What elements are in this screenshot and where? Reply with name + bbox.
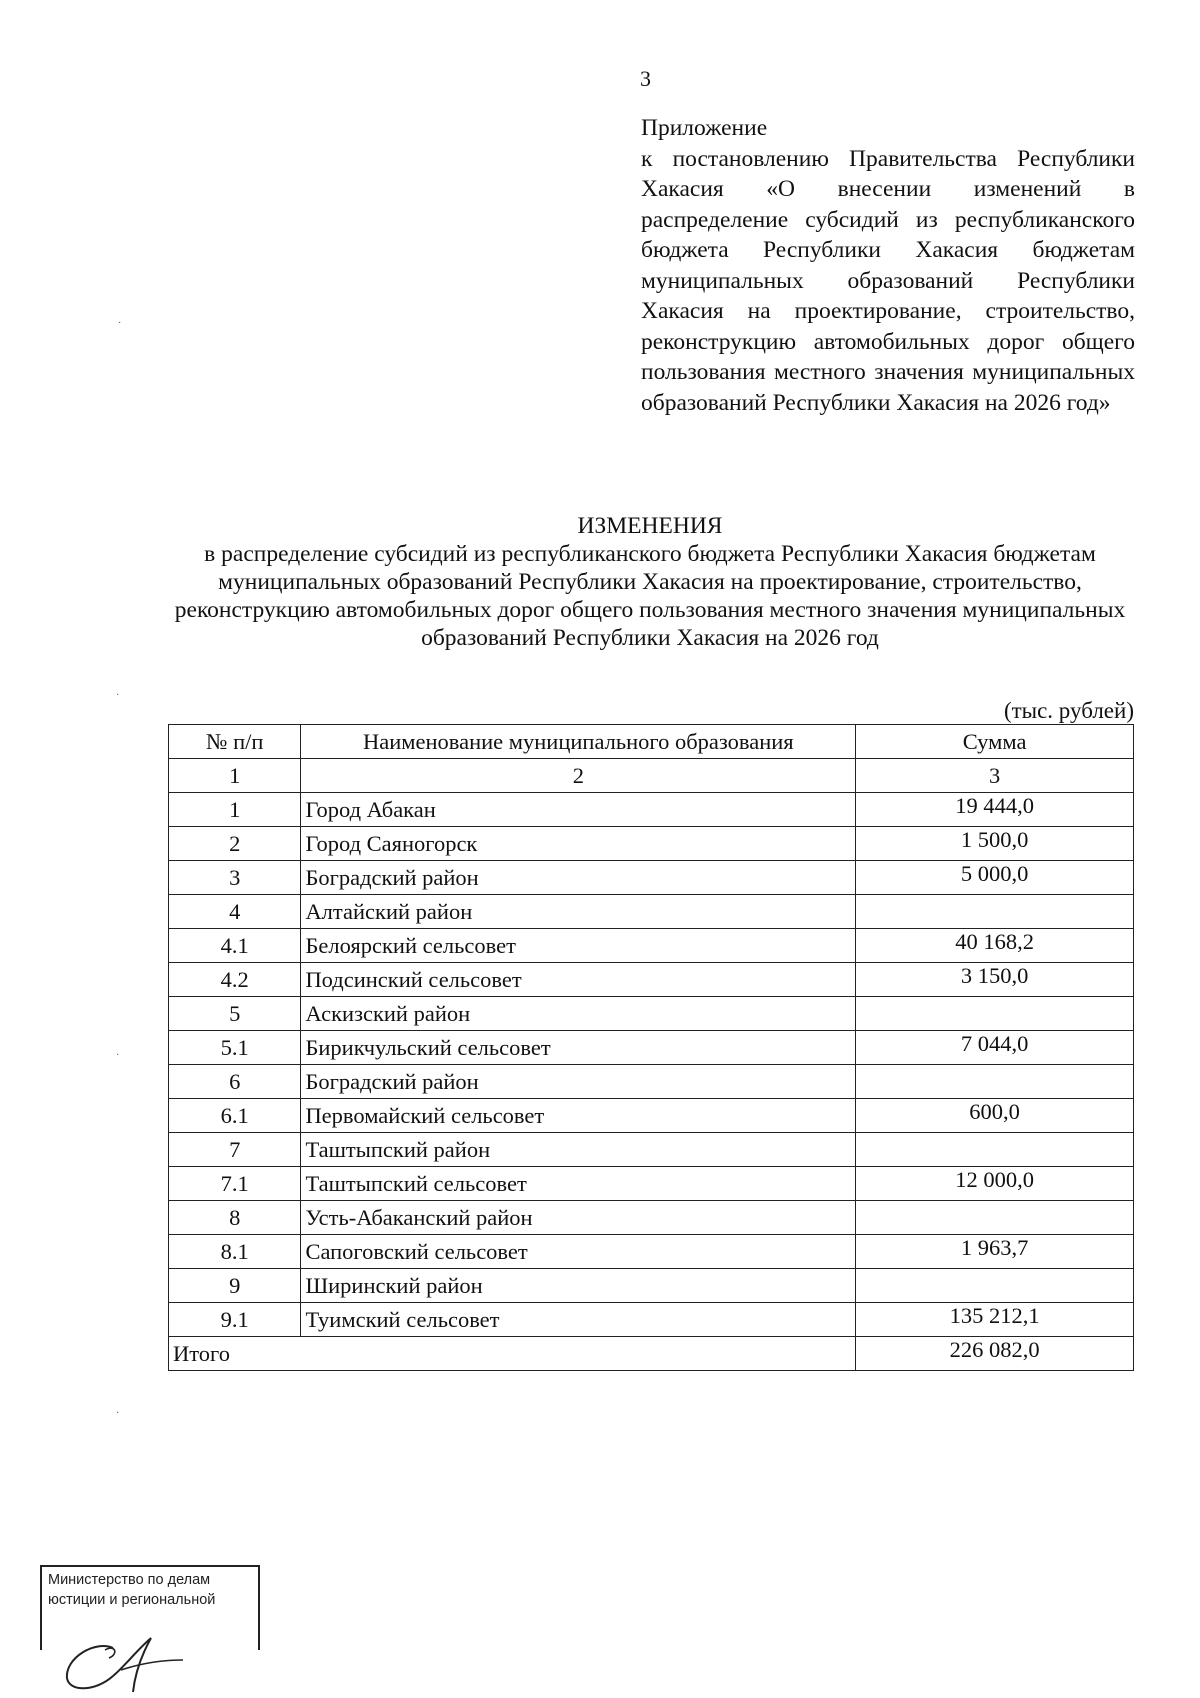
row-number: 1 — [169, 793, 301, 827]
row-sum: 3 150,0 — [856, 963, 1134, 997]
row-name: Подсинский сельсовет — [301, 963, 856, 997]
header-number: № п/п — [169, 725, 301, 759]
appendix-text: к постановлению Правительства Республики Хакасия «О внесении изменений в распределение субсидий из республиканского бюджета Республики Хакасия бюджетам муниципальных образований Республики Хакасия на проектирование, строительство, реконструкцию автомобильных дорог общего пользования местного значения муниципальных образований Республики Хакасия на 2026 год» — [641, 145, 1135, 416]
table-row — [169, 827, 1134, 861]
row-number: 6 — [169, 1065, 301, 1099]
row-number: 7.1 — [169, 1167, 301, 1201]
row-sum: 12 000,0 — [856, 1167, 1134, 1201]
total-label: Итого — [169, 1337, 856, 1371]
table-row — [169, 963, 1134, 997]
appendix-block — [641, 113, 1135, 418]
row-number: 3 — [169, 861, 301, 895]
column-number-3: 3 — [856, 759, 1134, 793]
document-subtitle: в распределение субсидий из республиканского бюджета Республики Хакасия бюджетам муниципальных образований Республики Хакасия на проектирование, строительство, реконструкцию автомобильных дорог общего пользования местного значения муниципальных образований Республики Хакасия на 2026 год — [174, 541, 1126, 651]
row-sum — [856, 895, 1134, 929]
row-name: Город Абакан — [301, 793, 856, 827]
table-row — [169, 929, 1134, 963]
table-row — [169, 1065, 1134, 1099]
row-number: 6.1 — [169, 1099, 301, 1133]
row-name: Боградский район — [301, 861, 856, 895]
table-row — [169, 1303, 1134, 1337]
scan-mark: · — [118, 318, 122, 329]
row-number: 2 — [169, 827, 301, 861]
row-name: Белоярский сельсовет — [301, 929, 856, 963]
total-sum: 226 082,0 — [856, 1337, 1134, 1371]
table-row — [169, 1167, 1134, 1201]
table-row — [169, 793, 1134, 827]
row-number: 9.1 — [169, 1303, 301, 1337]
row-number: 7 — [169, 1133, 301, 1167]
row-name: Алтайский район — [301, 895, 856, 929]
table-row — [169, 895, 1134, 929]
row-name: Ширинский район — [301, 1269, 856, 1303]
row-number: 4.1 — [169, 929, 301, 963]
row-sum: 600,0 — [856, 1099, 1134, 1133]
row-sum — [856, 1269, 1134, 1303]
row-sum: 19 444,0 — [856, 793, 1134, 827]
row-sum: 135 212,1 — [856, 1303, 1134, 1337]
row-number: 4 — [169, 895, 301, 929]
page-number: 3 — [640, 66, 651, 91]
document-title: ИЗМЕНЕНИЯ — [577, 513, 723, 539]
row-name: Таштыпский сельсовет — [301, 1167, 856, 1201]
table-numbering-row — [169, 759, 1134, 793]
row-name: Усть-Абаканский район — [301, 1201, 856, 1235]
row-name: Город Саяногорск — [301, 827, 856, 861]
row-sum: 7 044,0 — [856, 1031, 1134, 1065]
units-label: (тыс. рублей) — [1003, 698, 1134, 723]
row-number: 5.1 — [169, 1031, 301, 1065]
table-row — [169, 1235, 1134, 1269]
table-header-row — [169, 725, 1134, 759]
document-heading — [100, 512, 1200, 652]
row-sum — [856, 997, 1134, 1031]
header-name: Наименование муниципального образования — [301, 725, 856, 759]
column-number-2: 2 — [301, 759, 856, 793]
stamp-line-1: Министерство по делам — [48, 1572, 211, 1588]
row-name: Сапоговский сельсовет — [301, 1235, 856, 1269]
row-name: Бирикчульский сельсовет — [301, 1031, 856, 1065]
row-sum — [856, 1201, 1134, 1235]
row-number: 4.2 — [169, 963, 301, 997]
row-sum: 1 963,7 — [856, 1235, 1134, 1269]
row-name: Боградский район — [301, 1065, 856, 1099]
table-row — [169, 1133, 1134, 1167]
row-name: Туимский сельсовет — [301, 1303, 856, 1337]
scan-mark: · — [116, 1050, 120, 1061]
table-row — [169, 997, 1134, 1031]
row-sum — [856, 1133, 1134, 1167]
row-sum: 40 168,2 — [856, 929, 1134, 963]
table-row — [169, 1099, 1134, 1133]
table-row — [169, 1031, 1134, 1065]
row-name: Аскизский район — [301, 997, 856, 1031]
row-sum: 5 000,0 — [856, 861, 1134, 895]
table-total-row — [169, 1337, 1134, 1371]
column-number-1: 1 — [169, 759, 301, 793]
row-number: 8 — [169, 1201, 301, 1235]
table-row — [169, 861, 1134, 895]
scan-mark: · — [116, 1408, 120, 1419]
stamp-line-2: юстиции и региональной — [48, 1592, 216, 1608]
row-number: 9 — [169, 1269, 301, 1303]
row-name: Первомайский сельсовет — [301, 1099, 856, 1133]
signature-image — [55, 1630, 205, 1698]
row-sum: 1 500,0 — [856, 827, 1134, 861]
row-number: 5 — [169, 997, 301, 1031]
table-row — [169, 1201, 1134, 1235]
row-name: Таштыпский район — [301, 1133, 856, 1167]
row-number: 8.1 — [169, 1235, 301, 1269]
scan-mark: · — [116, 690, 120, 701]
subsidy-table — [168, 724, 1134, 1371]
appendix-label: Приложение — [641, 115, 768, 141]
row-sum — [856, 1065, 1134, 1099]
table-row — [169, 1269, 1134, 1303]
header-sum: Сумма — [856, 725, 1134, 759]
